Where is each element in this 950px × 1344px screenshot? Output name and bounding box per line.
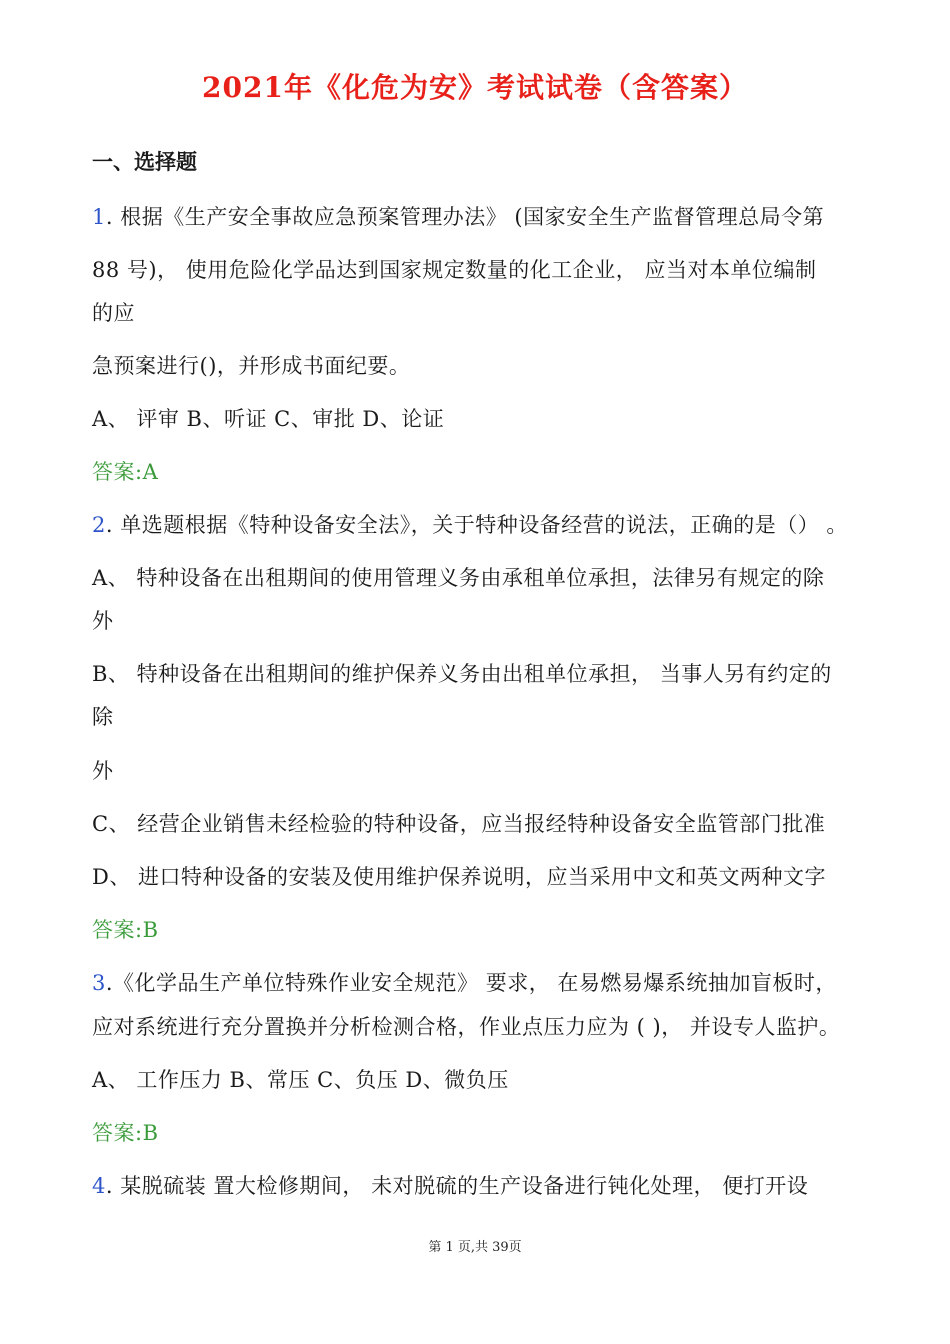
question-2-option-d: D、 进口特种设备的安装及使用维护保养说明，应当采用中文和英文两种文字 <box>92 865 827 889</box>
question-1-line-1 <box>92 201 824 231</box>
question-3-answer: 答案:B <box>92 1121 159 1145</box>
question-1-line-2: 88 号)， 使用危险化学品达到国家规定数量的化工企业， 应当对本单位编制 <box>92 258 817 282</box>
question-number: 4 <box>92 1174 106 1198</box>
page-title: 2021年《化危为安》考试试卷（含答案） <box>202 71 748 104</box>
question-2-answer: 答案:B <box>92 918 159 942</box>
question-text: .《化学品生产单位特殊作业安全规范》 要求， 在易燃易爆系统抽加盲板时， <box>105 971 837 995</box>
question-text: . 某脱硫装 置大检修期间， 未对脱硫的生产设备进行钝化处理， 便打开设 <box>105 1174 809 1198</box>
page-footer: 第 1 页,共 39页 <box>428 1240 522 1255</box>
question-number: 2 <box>92 513 106 537</box>
question-number: 1 <box>92 205 106 229</box>
question-2-option-b-cont-2: 外 <box>92 759 114 783</box>
question-1-line-3: 的应 <box>92 301 135 325</box>
question-1-answer: 答案:A <box>92 460 159 484</box>
question-2-option-a-cont: 外 <box>92 609 114 633</box>
question-2-option-b-cont: 除 <box>92 705 114 729</box>
question-3-line-1 <box>92 967 837 997</box>
question-2-line-1 <box>92 509 848 539</box>
question-2-option-c: C、 经营企业销售未经检验的特种设备，应当报经特种设备安全监管部门批准 <box>92 812 826 836</box>
question-number: 3 <box>92 971 106 995</box>
question-3-options: A、 工作压力 B、常压 C、负压 D、微负压 <box>92 1068 509 1092</box>
question-2-option-b: B、 特种设备在出租期间的维护保养义务由出租单位承担， 当事人另有约定的 <box>92 662 832 686</box>
question-text: . 根据《生产安全事故应急预案管理办法》 (国家安全生产监督管理总局令第 <box>105 205 825 229</box>
question-text: . 单选题根据《特种设备安全法》，关于特种设备经营的说法，正确的是（） 。 <box>105 513 848 537</box>
question-1-options: A、 评审 B、听证 C、审批 D、论证 <box>92 407 445 431</box>
section-heading: 一、选择题 <box>92 149 197 174</box>
question-1-line-4: 急预案进行()，并形成书面纪要。 <box>92 354 411 378</box>
question-4-line-1 <box>92 1170 808 1200</box>
question-3-line-2: 应对系统进行充分置换并分析检测合格，作业点压力应为 ( )， 并设专人监护。 <box>92 1015 841 1039</box>
question-2-option-a: A、 特种设备在出租期间的使用管理义务由承租单位承担，法律另有规定的除 <box>92 566 825 590</box>
